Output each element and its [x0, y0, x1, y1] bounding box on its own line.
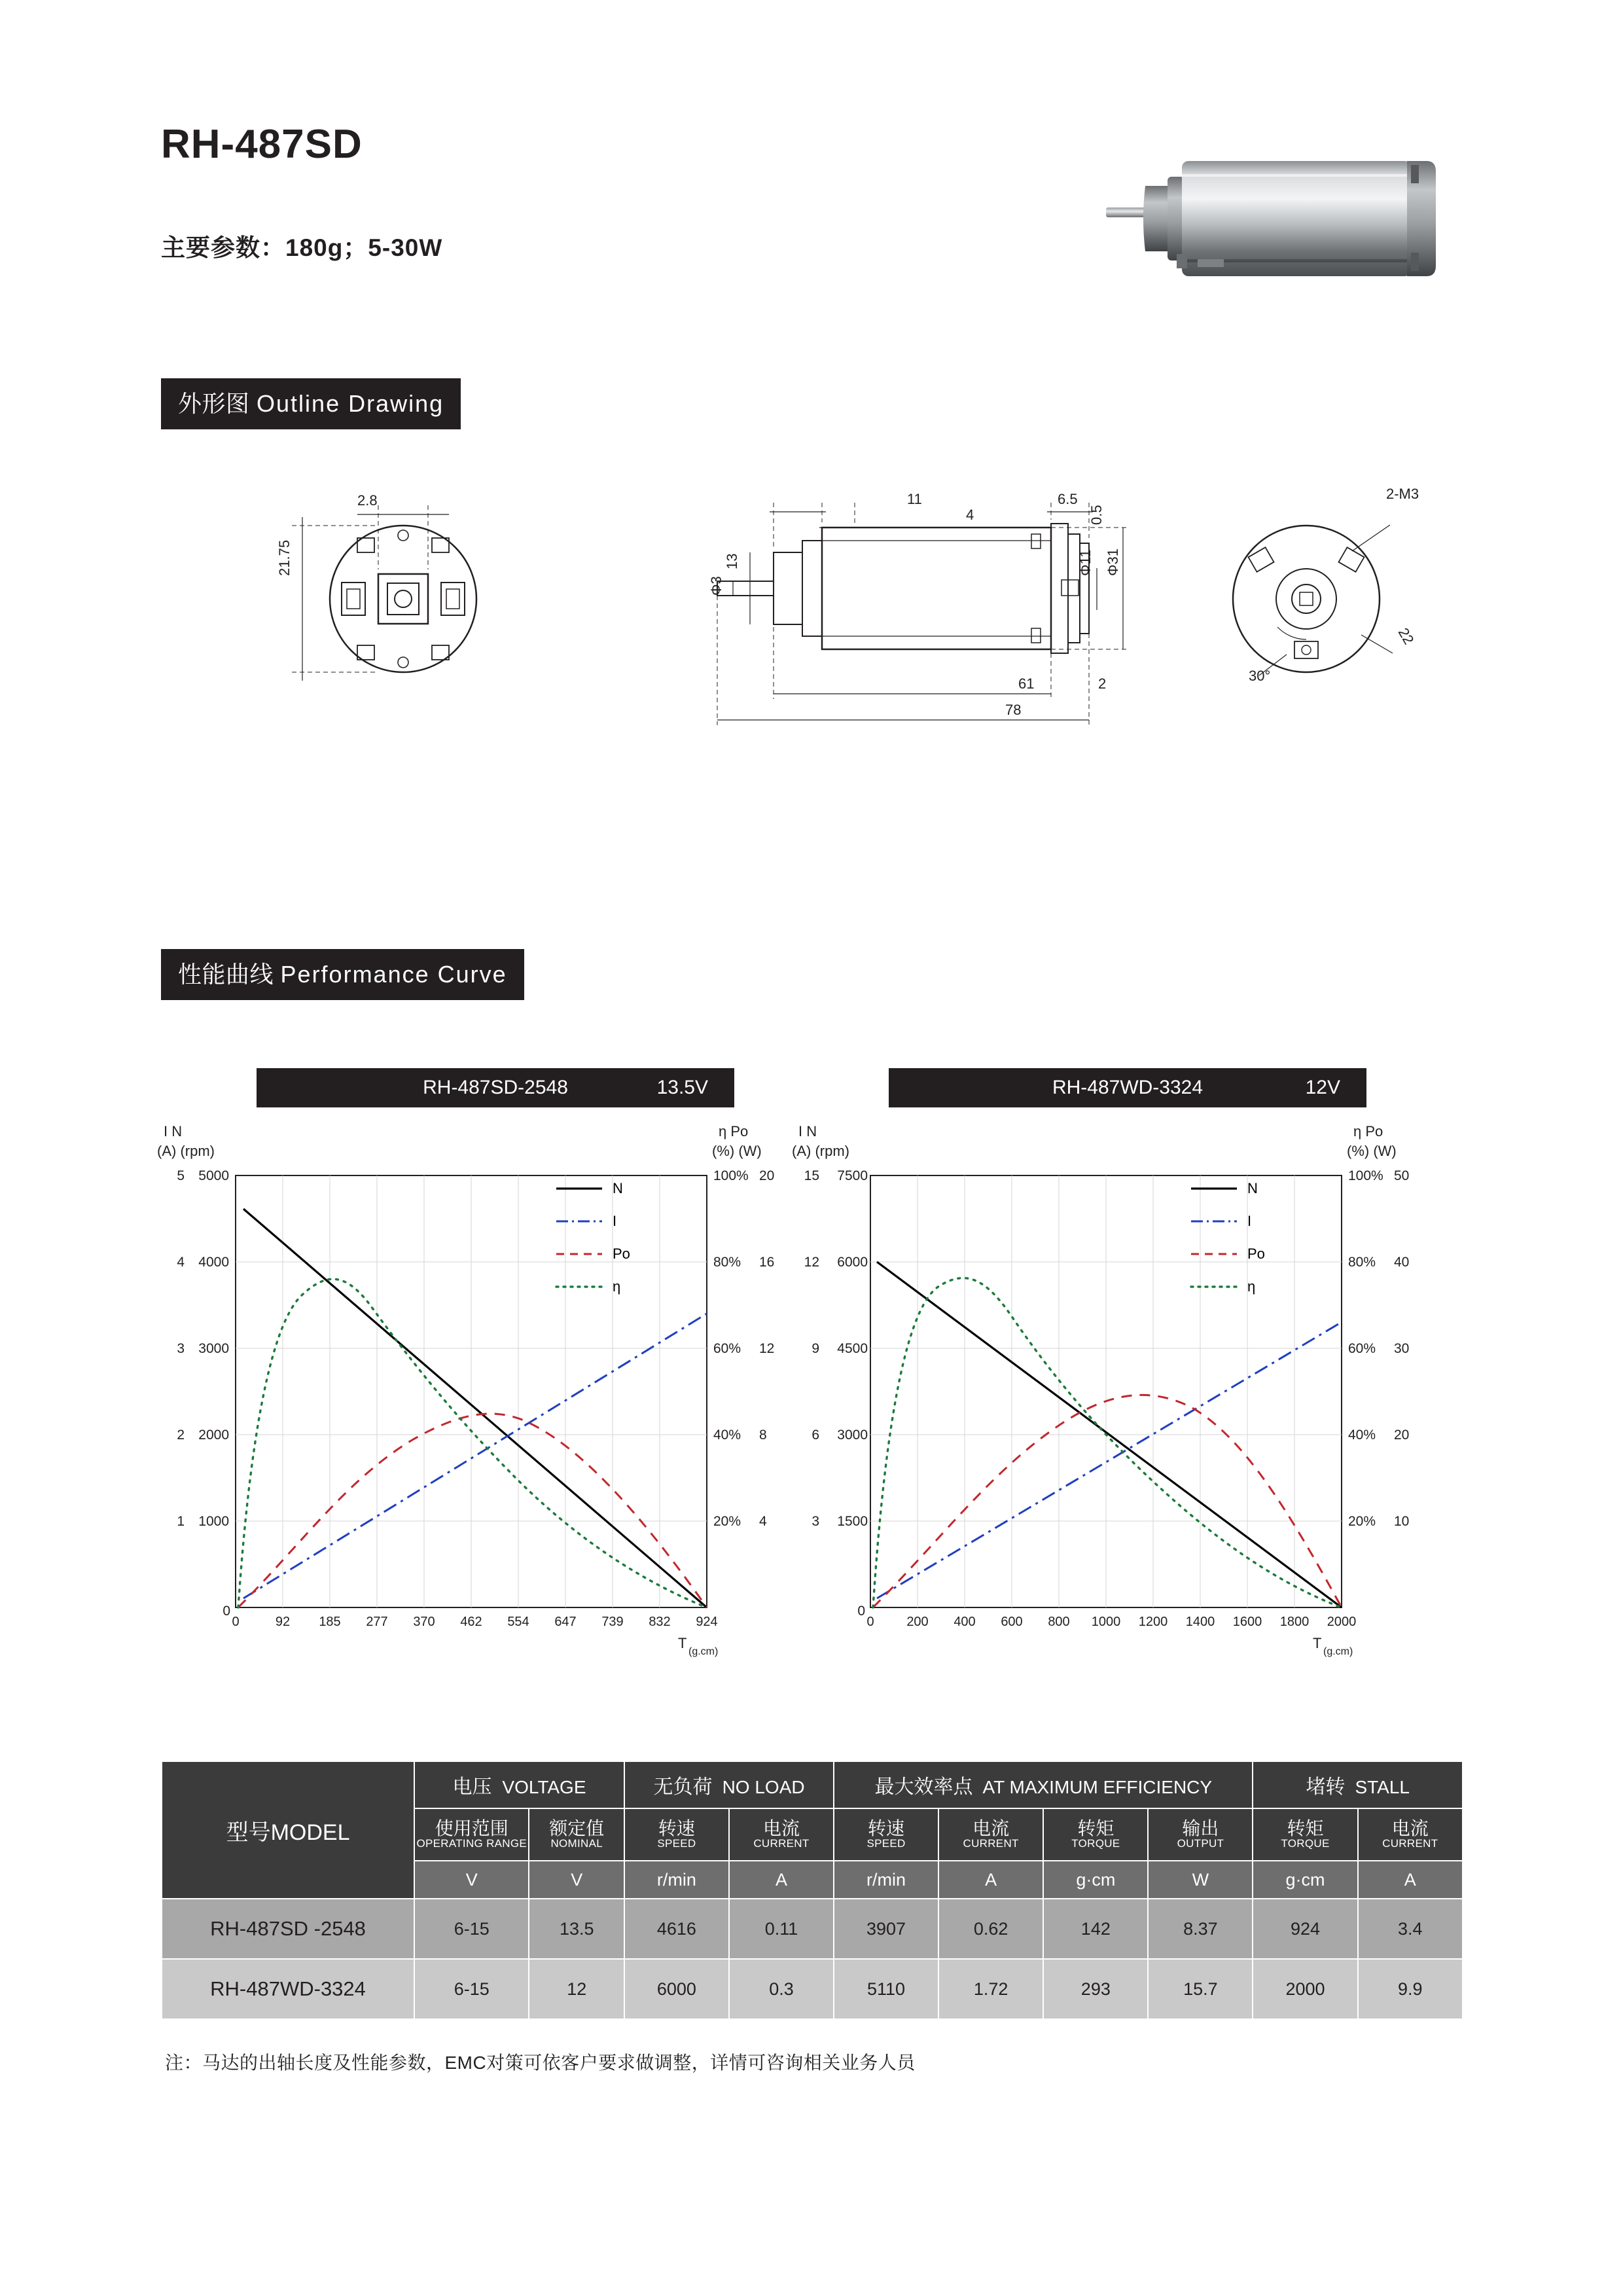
chart-1-xtick-1: 92 — [275, 1615, 291, 1629]
chart-2 — [785, 1113, 1446, 1702]
dim-22: 22 — [1395, 625, 1418, 647]
table-row-1-cell-4: 5110 — [834, 1959, 938, 2019]
chart-2-xtick-5: 1000 — [1091, 1615, 1121, 1629]
table-group-voltage-cn: 电压 — [452, 1776, 492, 1798]
chart-2-ylabel-N-0: 7500 — [837, 1168, 868, 1183]
chart-2-ylabel-N-1: 6000 — [837, 1255, 868, 1270]
chart-1-yr-po-2: 12 — [759, 1341, 775, 1356]
chart-1-ylabel-I-3: 2 — [177, 1427, 185, 1443]
chart-2-voltage: 12V — [1305, 1077, 1340, 1098]
table-sub-eff-output-cn: 输出 — [1182, 1818, 1219, 1839]
table-row-0-cell-5: 0.62 — [938, 1899, 1043, 1959]
chart-2-xtick-6: 1200 — [1138, 1615, 1168, 1629]
chart-1-xtick-6: 554 — [507, 1615, 529, 1629]
dim-0-5: 0.5 — [1088, 505, 1105, 525]
table-row-1-cell-8: 2000 — [1253, 1959, 1357, 2019]
chart-2-yr-po-0: 50 — [1394, 1168, 1410, 1183]
chart-1-ylabel-I-4: 1 — [177, 1514, 185, 1529]
chart-1-yr-po-1: 16 — [759, 1255, 775, 1270]
page-subtitle: 主要参数：180g；5-30W — [161, 234, 443, 261]
chart-2-xtick-2: 400 — [954, 1615, 976, 1629]
chart-2-legend — [1191, 1180, 1265, 1295]
table-unit-9: A — [1358, 1861, 1463, 1899]
chart-1-voltage: 13.5V — [656, 1077, 708, 1098]
motor-photo — [1099, 131, 1466, 308]
dim-30deg: 30° — [1249, 668, 1271, 684]
chart-1-xtick-4: 370 — [413, 1615, 435, 1629]
chart-2-xunits: (g.cm) — [1323, 1646, 1353, 1657]
table-row-0-cell-8: 924 — [1253, 1899, 1357, 1959]
section-header-outline-en: Outline Drawing — [257, 390, 444, 417]
table-group-voltage-en: VOLTAGE — [502, 1777, 586, 1797]
table-unit-7: W — [1148, 1861, 1253, 1899]
table-sub-noload-speed-en: SPEED — [657, 1837, 696, 1850]
dim-4: 4 — [966, 507, 974, 523]
section-header-outline-cn: 外形图 — [178, 390, 250, 417]
table-row-0-cell-9: 3.4 — [1358, 1899, 1463, 1959]
chart-2-ylabel-I-1: 12 — [804, 1255, 819, 1270]
chart-1-right-axis-top: η Po — [719, 1123, 749, 1139]
chart-1-ylabel-N-3: 2000 — [198, 1427, 229, 1443]
chart-2-ylabel-N-3: 3000 — [837, 1427, 868, 1443]
chart-1-yr-eta-0: 100% — [713, 1168, 749, 1183]
chart-2-yr-eta-2: 60% — [1348, 1341, 1376, 1356]
chart-1-xtick-10: 924 — [696, 1615, 718, 1629]
chart-1-series-Po — [238, 1414, 707, 1607]
table-sub-eff-current-cn: 电流 — [972, 1818, 1010, 1839]
chart-2-xlabel: T — [1313, 1635, 1322, 1651]
table-group-header-row — [162, 1761, 1463, 1808]
table-sub-stall-current-en: CURRENT — [1382, 1837, 1438, 1850]
chart-2-yr-po-1: 40 — [1394, 1255, 1410, 1270]
chart-1-legend-Po: Po — [613, 1246, 630, 1262]
table-sub-operating-range-cn: 使用范围 — [435, 1818, 508, 1839]
dim-61: 61 — [1018, 675, 1035, 692]
table-row-1-cell-5: 1.72 — [938, 1959, 1043, 2019]
dim-13: 13 — [724, 553, 740, 569]
chart-1-ylabel-N-2: 3000 — [198, 1341, 229, 1356]
chart-2-yr-po-4: 10 — [1394, 1514, 1410, 1529]
table-model-header: 型号MODEL — [162, 1761, 414, 1899]
dim-2: 2 — [1098, 675, 1107, 692]
chart-1-ylabel-N-1: 4000 — [198, 1255, 229, 1270]
chart-2-yr-eta-0: 100% — [1348, 1168, 1383, 1183]
table-row-1-cell-0: 6-15 — [414, 1959, 529, 2019]
table-sub-eff-speed-en: SPEED — [866, 1837, 906, 1850]
chart-2-legend-N: N — [1247, 1180, 1258, 1196]
dim-2-8: 2.8 — [357, 492, 378, 509]
table-sub-eff-speed — [834, 1808, 938, 1861]
chart-2-yr-po-3: 20 — [1394, 1427, 1410, 1443]
chart-1-xtick-9: 832 — [649, 1615, 671, 1629]
chart-2-xtick-3: 600 — [1001, 1615, 1023, 1629]
table-sub-noload-speed-cn: 转速 — [658, 1818, 695, 1839]
chart-2-ylabel-I-0: 15 — [804, 1168, 819, 1183]
chart-2-xtick-0: 0 — [866, 1615, 874, 1629]
table-sub-noload-speed — [624, 1808, 729, 1861]
chart-1-series-I — [243, 1314, 707, 1598]
chart-2-ylabel-N-5: 0 — [857, 1604, 865, 1619]
table-unit-3: A — [729, 1861, 834, 1899]
table-row-0-cell-6: 142 — [1043, 1899, 1148, 1959]
table-sub-eff-output — [1148, 1808, 1253, 1861]
chart-2-legend-Po: Po — [1247, 1246, 1265, 1262]
chart-1 — [151, 1113, 812, 1702]
table-row-1-cell-1: 12 — [529, 1959, 624, 2019]
chart-2-xtick-1: 200 — [906, 1615, 929, 1629]
chart-1-yr-eta-2: 60% — [713, 1341, 741, 1356]
table-group-stall-cn: 堵转 — [1306, 1776, 1346, 1798]
chart-1-ylabel-I-2: 3 — [177, 1341, 185, 1356]
chart-1-xlabel: T — [678, 1635, 687, 1651]
table-sub-operating-range-en: OPERATING RANGE — [416, 1837, 527, 1850]
chart-1-xtick-8: 739 — [601, 1615, 624, 1629]
chart-2-series-Po — [873, 1395, 1342, 1607]
table-sub-noload-current-en: CURRENT — [753, 1837, 810, 1850]
table-row-0-cell-4: 3907 — [834, 1899, 938, 1959]
chart-2-ylabel-I-2: 9 — [812, 1341, 819, 1356]
dim-78: 78 — [1005, 702, 1022, 718]
table-group-maxeff-cn: 最大效率点 — [874, 1776, 973, 1798]
chart-1-yr-po-4: 4 — [759, 1514, 767, 1529]
chart-1-right-axis-units: (%) (W) — [712, 1143, 762, 1159]
chart-2-series-eta — [873, 1278, 1342, 1607]
chart-2-model: RH-487WD-3324 — [1052, 1077, 1204, 1098]
dim-phi31: Φ31 — [1105, 548, 1121, 576]
chart-2-right-axis-top: η Po — [1353, 1123, 1383, 1139]
chart-1-yr-eta-3: 40% — [713, 1427, 741, 1443]
table-row-0-cell-7: 8.37 — [1148, 1899, 1253, 1959]
dim-11: 11 — [907, 491, 922, 507]
table-row — [162, 1899, 1463, 1959]
dim-phi3: Φ3 — [708, 576, 724, 596]
chart-1-ylabel-N-0: 5000 — [198, 1168, 229, 1183]
table-row-1-cell-9: 9.9 — [1358, 1959, 1463, 2019]
chart-2-right-axis-units: (%) (W) — [1347, 1143, 1397, 1159]
table-sub-nominal-en: NOMINAL — [550, 1837, 603, 1850]
chart-2-xtick-7: 1400 — [1185, 1615, 1215, 1629]
chart-1-header — [257, 1068, 734, 1107]
table-sub-noload-current-cn: 电流 — [762, 1818, 800, 1839]
table-sub-noload-current — [729, 1808, 834, 1861]
chart-1-xtick-2: 185 — [319, 1615, 341, 1629]
table-sub-stall-current-cn: 电流 — [1391, 1818, 1429, 1839]
chart-2-legend-I: I — [1247, 1213, 1252, 1229]
table-sub-stall-torque-cn: 转矩 — [1287, 1818, 1324, 1839]
table-sub-nominal — [529, 1808, 624, 1861]
chart-1-legend — [556, 1180, 630, 1295]
table-sub-eff-current-en: CURRENT — [963, 1837, 1019, 1850]
table-row-1-cell-3: 0.3 — [729, 1959, 834, 2019]
chart-1-legend-N: N — [613, 1180, 623, 1196]
table-sub-stall-torque — [1253, 1808, 1357, 1861]
chart-2-header — [889, 1068, 1366, 1107]
table-sub-eff-torque-cn: 转矩 — [1077, 1818, 1115, 1839]
chart-1-yr-po-0: 20 — [759, 1168, 775, 1183]
chart-1-ylabel-I-1: 4 — [177, 1255, 185, 1270]
table-sub-eff-current — [938, 1808, 1043, 1861]
table-unit-8: g·cm — [1253, 1861, 1357, 1899]
table-group-noload-en: NO LOAD — [722, 1777, 805, 1797]
dim-21-75: 21.75 — [276, 539, 293, 576]
table-sub-nominal-cn: 额定值 — [549, 1818, 605, 1839]
table-sub-stall-torque-en: TORQUE — [1281, 1837, 1330, 1850]
section-header-outline — [161, 378, 461, 429]
table-row — [162, 1959, 1463, 2019]
table-sub-eff-torque-en: TORQUE — [1071, 1837, 1120, 1850]
table-sub-operating-range — [414, 1808, 529, 1861]
table-unit-2: r/min — [624, 1861, 729, 1899]
chart-2-ylabel-N-4: 1500 — [837, 1514, 868, 1529]
table-row-1-cell-7: 15.7 — [1148, 1959, 1253, 2019]
chart-1-left-axis-units: (A) (rpm) — [157, 1143, 215, 1159]
chart-1-yr-eta-4: 20% — [713, 1514, 741, 1529]
chart-2-ylabel-I-4: 3 — [812, 1514, 819, 1529]
table-group-maxeff-en: AT MAXIMUM EFFICIENCY — [982, 1777, 1213, 1797]
chart-1-ylabel-N-4: 1000 — [198, 1514, 229, 1529]
table-unit-1: V — [529, 1861, 624, 1899]
table-row-1-cell-6: 293 — [1043, 1959, 1148, 2019]
spec-table — [161, 1761, 1463, 2020]
table-row-0-cell-2: 4616 — [624, 1899, 729, 1959]
table-group-voltage — [414, 1761, 624, 1808]
table-unit-0: V — [414, 1861, 529, 1899]
table-group-stall-en: STALL — [1355, 1777, 1410, 1797]
chart-1-xtick-3: 277 — [366, 1615, 388, 1629]
table-row-1-cell-2: 6000 — [624, 1959, 729, 2019]
chart-1-xtick-7: 647 — [554, 1615, 577, 1629]
table-group-noload-cn: 无负荷 — [653, 1776, 713, 1798]
chart-2-left-axis-top: I N — [798, 1123, 817, 1139]
dim-6-5: 6.5 — [1058, 491, 1078, 507]
section-header-performance-cn: 性能曲线 — [178, 961, 274, 988]
chart-1-xunits: (g.cm) — [688, 1646, 719, 1657]
table-unit-4: r/min — [834, 1861, 938, 1899]
table-group-maxeff — [834, 1761, 1253, 1808]
chart-2-xtick-9: 1800 — [1279, 1615, 1310, 1629]
chart-2-yr-eta-4: 20% — [1348, 1514, 1376, 1529]
table-sub-stall-current — [1358, 1808, 1463, 1861]
section-header-performance — [161, 949, 524, 1000]
chart-2-xtick-4: 800 — [1048, 1615, 1070, 1629]
chart-1-ylabel-I-0: 5 — [177, 1168, 185, 1183]
page-title: RH-487SD — [161, 122, 363, 167]
dim-phi11: Φ11 — [1077, 549, 1094, 576]
table-unit-6: g·cm — [1043, 1861, 1148, 1899]
table-sub-eff-torque — [1043, 1808, 1148, 1861]
table-unit-5: A — [938, 1861, 1043, 1899]
chart-1-yr-po-3: 8 — [759, 1427, 767, 1443]
chart-1-xtick-5: 462 — [460, 1615, 482, 1629]
table-group-noload — [624, 1761, 834, 1808]
chart-1-series-N — [243, 1209, 707, 1607]
chart-1-xtick-0: 0 — [232, 1615, 240, 1629]
chart-2-legend-eta: η — [1247, 1278, 1256, 1295]
chart-2-yr-po-2: 30 — [1394, 1341, 1410, 1356]
chart-2-yr-eta-1: 80% — [1348, 1255, 1376, 1270]
table-row-0-cell-3: 0.11 — [729, 1899, 834, 1959]
chart-1-legend-eta: η — [613, 1278, 621, 1295]
table-row-0-cell-0: 6-15 — [414, 1899, 529, 1959]
chart-1-model: RH-487SD-2548 — [423, 1077, 568, 1098]
chart-2-ylabel-N-2: 4500 — [837, 1341, 868, 1356]
table-note: 注：马达的出轴长度及性能参数，EMC对策可依客户要求做调整，详情可咨询相关业务人员 — [165, 2053, 916, 2073]
chart-2-left-axis-units: (A) (rpm) — [792, 1143, 849, 1159]
chart-1-ylabel-N-5: 0 — [223, 1604, 230, 1619]
chart-2-yr-eta-3: 40% — [1348, 1427, 1376, 1443]
table-row-0-cell-1: 13.5 — [529, 1899, 624, 1959]
chart-1-left-axis-top: I N — [164, 1123, 183, 1139]
table-row-1-model: RH-487WD-3324 — [162, 1959, 414, 2019]
chart-1-legend-I: I — [613, 1213, 617, 1229]
section-header-performance-en: Performance Curve — [280, 961, 507, 988]
table-sub-eff-speed-cn: 转速 — [868, 1818, 905, 1839]
table-group-stall — [1253, 1761, 1463, 1808]
chart-2-xtick-10: 2000 — [1327, 1615, 1357, 1629]
chart-2-xtick-8: 1600 — [1232, 1615, 1262, 1629]
chart-2-ylabel-I-3: 6 — [812, 1427, 819, 1443]
dim-2-m3: 2-M3 — [1386, 486, 1419, 502]
table-sub-eff-output-en: OUTPUT — [1177, 1837, 1224, 1850]
chart-1-yr-eta-1: 80% — [713, 1255, 741, 1270]
table-row-0-model: RH-487SD -2548 — [162, 1899, 414, 1959]
outline-drawing — [161, 484, 1463, 825]
